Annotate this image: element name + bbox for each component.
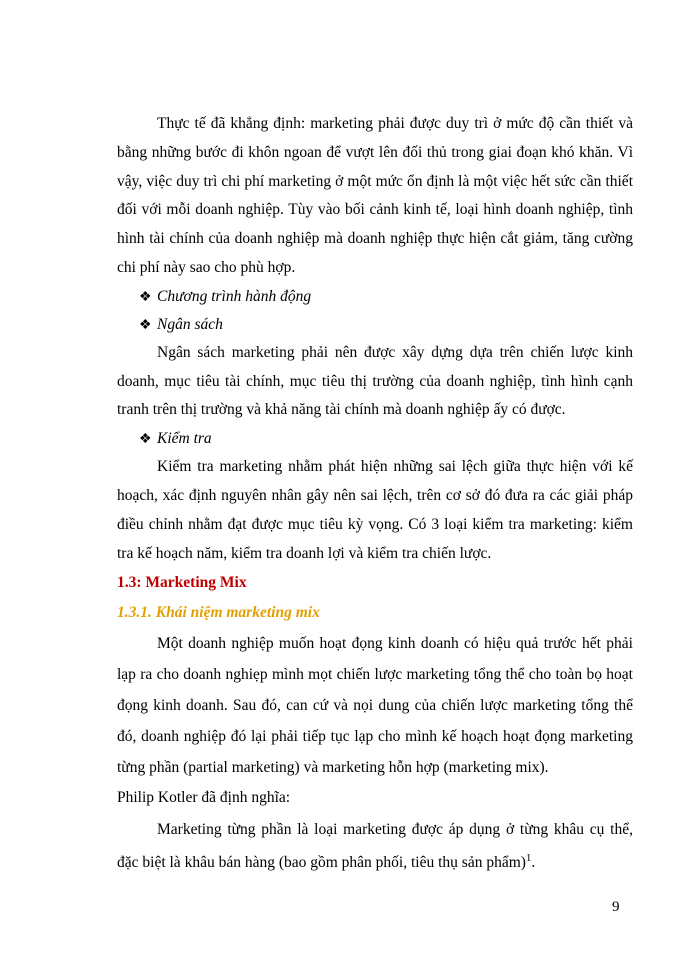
diamond-bullet-icon: ❖: [139, 432, 152, 448]
paragraph-marketing-mix-concept: Một doanh nghiệp muốn hoạt đọng kinh doanh có hiệu quả trước hết phải lạp ra cho doanh nghiẹp mình mọt chiến lược marketing tổng thể cho toàn bọ hoạt đọng kinh doanh. Sau đó, can cứ và nọi dung của chiến lược marketing tổng thể đó, doanh nghiệp đó lại phải tiếp tục lạp cho mình kế hoạch hoạt đọng marketing từng phần (partial marketing) và marketing hỗn hợp (marketing mix).: [117, 635, 633, 777]
bullet-budget: [117, 311, 633, 339]
paragraph-budget: Ngân sách marketing phải nên được xây dựng dựa trên chiến lược kinh doanh, mục tiêu tài chính, mục tiêu thị trường của doanh nghiệp, tình hình cạnh tranh trên thị trường và khả năng tài chính mà doanh nghiệp ấy có được.: [117, 343, 633, 419]
bullet-budget-label: Ngân sách: [157, 315, 223, 333]
page-number: 9: [612, 899, 620, 915]
bullet-action-program: [117, 283, 633, 311]
diamond-bullet-icon: ❖: [139, 317, 152, 333]
footnote-reference[interactable]: 1: [525, 852, 532, 865]
paragraph-partial-marketing: [117, 813, 633, 879]
paragraph-check: Kiểm tra marketing nhằm phát hiện những sai lệch giữa thực hiện với kế hoạch, xác định nguyên nhân gây nên sai lệch, trên cơ sở đó đưa ra các giải pháp điều chỉnh nhằm đạt được mục tiêu kỳ vọng. Có 3 loại kiểm tra marketing: kiểm tra kế hoạch năm, kiểm tra doanh lợi và kiểm tra chiến lược.: [117, 458, 633, 562]
partial-marketing-text: Marketing từng phần là loại marketing được áp dụng ở từng khâu cụ thể, đặc biệt là khâu bán hàng (bao gồm phân phối, tiêu thụ sản phẩm): [117, 821, 633, 872]
bullet-action-label: Chương trình hành động: [157, 287, 312, 305]
bullet-check-label: Kiểm tra: [157, 430, 212, 448]
paragraph-marketing-maintenance: Thực tế đã khẳng định: marketing phải được duy trì ở mức độ cần thiết và bằng những bước đi khôn ngoan để vượt lên đối thủ trong giai đoạn khó khăn. Vì vậy, việc duy trì chi phí marketing ở một mức ổn định là một việc hết sức cần thiết đối với mỗi doanh nghiệp. Tùy vào bối cảnh kinh tế, loại hình doanh nghiệp, tình hình tài chính của doanh nghiệp mà doanh nghiệp thực hiện cắt giảm, tăng cường chi phí này sao cho phù hợp.: [117, 115, 633, 276]
bullet-check: [117, 425, 633, 453]
page-content: [117, 110, 633, 879]
diamond-bullet-icon: ❖: [139, 289, 152, 305]
paragraph-kotler-intro: Philip Kotler đã định nghĩa:: [117, 789, 291, 807]
sentence-end: .: [531, 854, 536, 872]
section-title: 1.3: Marketing Mix: [117, 574, 247, 592]
subsection-title: 1.3.1. Khái niệm marketing mix: [117, 604, 320, 622]
